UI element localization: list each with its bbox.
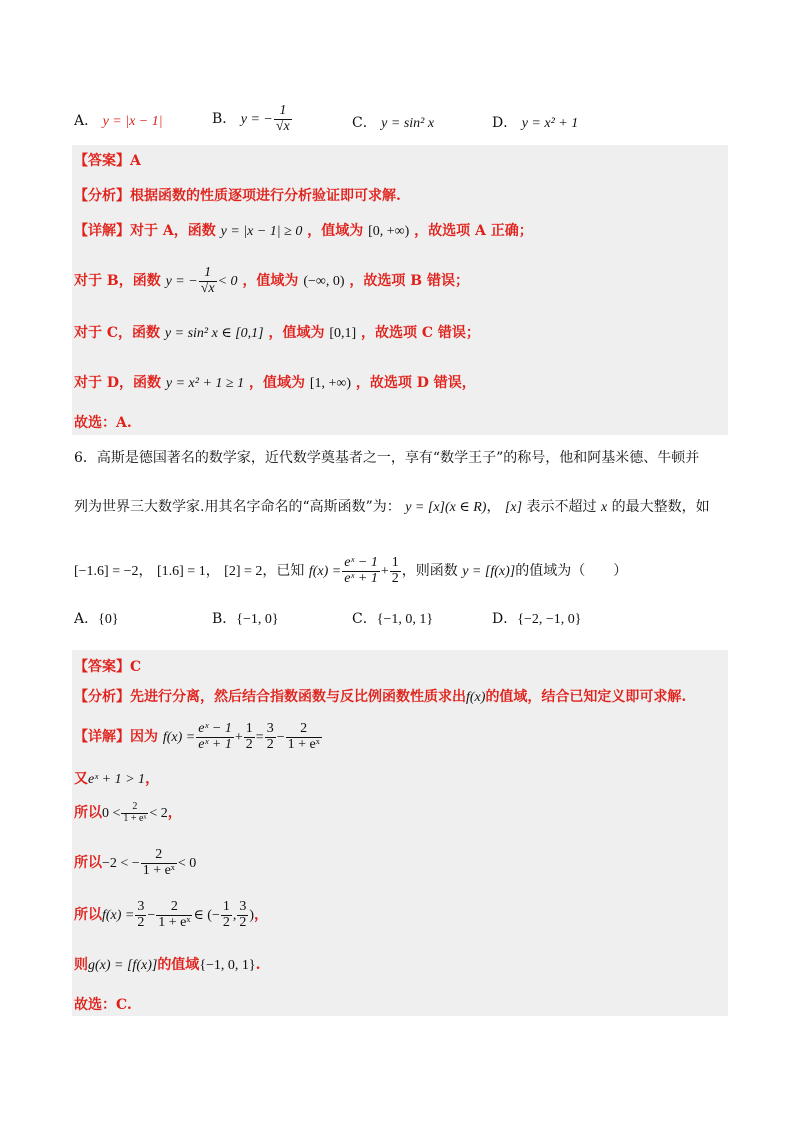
q5-option-d[interactable]: D． y = x² + 1 (492, 115, 579, 131)
q5-detail-a: 【详解】对于 A，函数 y = |x − 1| ≥ 0 ，值域为 [0, +∞) ，故选项 A 正确； (74, 223, 533, 239)
fraction: $\frac{2}{\text{1 + eˣ}}$ (142, 847, 175, 878)
q5-answer: 【答案】A (74, 153, 141, 169)
fraction: $\frac{2}{\text{1 + eˣ}}$ (123, 801, 147, 824)
fraction: $\frac{3}{2}$ (137, 899, 145, 930)
q6-then: 则g(x) = [f(x)]的值域{−1, 0, 1}. (74, 957, 261, 973)
q5-analysis: 【分析】根据函数的性质逐项进行分析验证即可求解. (74, 188, 401, 204)
fraction: $\frac{3}{2}$ (239, 899, 247, 930)
q6-so-2: 所以−2 < − $\frac{2}{\text{1 + eˣ}}$ < 0 (74, 847, 197, 878)
fraction: $\frac{1}{2}$ (222, 899, 230, 930)
fraction: $\frac{1}{2}$ (391, 555, 399, 586)
q6-option-a[interactable]: A．{0} (74, 611, 119, 627)
q5-choice: 故选：A. (74, 415, 132, 431)
q5-option-a[interactable]: A． y = |x − 1| (74, 113, 163, 129)
fraction: $\frac{\text{eˣ − 1}}{\text{eˣ + 1}}$ (344, 555, 378, 586)
q6-choice: 故选：C. (74, 997, 132, 1013)
fraction: $\frac{2}{\text{1 + eˣ}}$ (287, 721, 320, 752)
q5-detail-b: 对于 B，函数 y = − $\frac{1}{√x}$ < 0 ，值域为 (−∞, 0) ，故选项 B 错误； (74, 265, 469, 296)
fraction: $\frac{3}{2}$ (266, 721, 274, 752)
q6-analysis: 【分析】先进行分离，然后结合指数函数与反比例函数性质求出f(x)的值域，结合已知定义即可求解. (74, 689, 687, 705)
q5-detail-c: 对于 C，函数 y = sin² x ∈ [0,1] ，值域为 [0,1] ，故选项 C 错误； (74, 325, 480, 341)
q6-detail: 【详解】因为 f(x) = $\frac{\text{eˣ − 1}}{\text{eˣ + 1}}$ + $\frac{1}{2}$ = $\frac{3}{2}$ − $\frac{2}{\text{1 + eˣ}}$ (74, 721, 320, 752)
q5-option-b[interactable]: B． y = − $\frac{1}{√x}$ (212, 103, 290, 134)
q6-so-3: 所以f(x) = $\frac{3}{2}$ − $\frac{2}{\text{1 + eˣ}}$ ∈ (− $\frac{1}{2}$ , $\frac{3}{2}$ )， (74, 899, 269, 930)
q5-detail-d: 对于 D，函数 y = x² + 1 ≥ 1 ，值域为 [1, +∞) ，故选项 D 错误， (74, 375, 476, 391)
q5-option-c[interactable]: C． y = sin² x (352, 115, 435, 131)
q6-line-1: 6．高斯是德国著名的数学家，近代数学奠基者之一，享有“数学王子”的称号，他和阿基米德、牛顿并 (74, 450, 700, 466)
q6-line-2: 列为世界三大数学家.用其名字命名的“高斯函数”为： y = [x](x ∈ R)， [x] 表示不超过 x 的最大整数，如 (74, 499, 710, 515)
fraction: $\frac{\text{eˣ − 1}}{\text{eˣ + 1}}$ (198, 721, 232, 752)
q6-so-1: 所以0 < $\frac{2}{\text{1 + eˣ}}$ < 2， (74, 801, 182, 824)
q6-answer: 【答案】C (74, 659, 142, 675)
fraction: $\frac{1}{√x}$ (275, 103, 290, 134)
q6-option-c[interactable]: C．{−1, 0, 1} (352, 611, 434, 627)
fraction: $\frac{1}{2}$ (245, 721, 253, 752)
q6-option-d[interactable]: D．{−2, −1, 0} (492, 611, 582, 627)
q6-line-3: [−1.6] = −2， [1.6] = 1， [2] = 2，已知 f(x) = $\frac{\text{eˣ − 1}}{\text{eˣ + 1}}$ + $\frac{1}{2}$ ，则函数 y = [f(x)]的值域为（ ） (74, 555, 628, 586)
q6-also: 又eˣ + 1 > 1， (74, 771, 160, 787)
fraction: $\frac{2}{\text{1 + eˣ}}$ (158, 899, 191, 930)
fraction: $\frac{1}{√x}$ (200, 265, 215, 296)
q6-option-b[interactable]: B．{−1, 0} (212, 611, 279, 627)
